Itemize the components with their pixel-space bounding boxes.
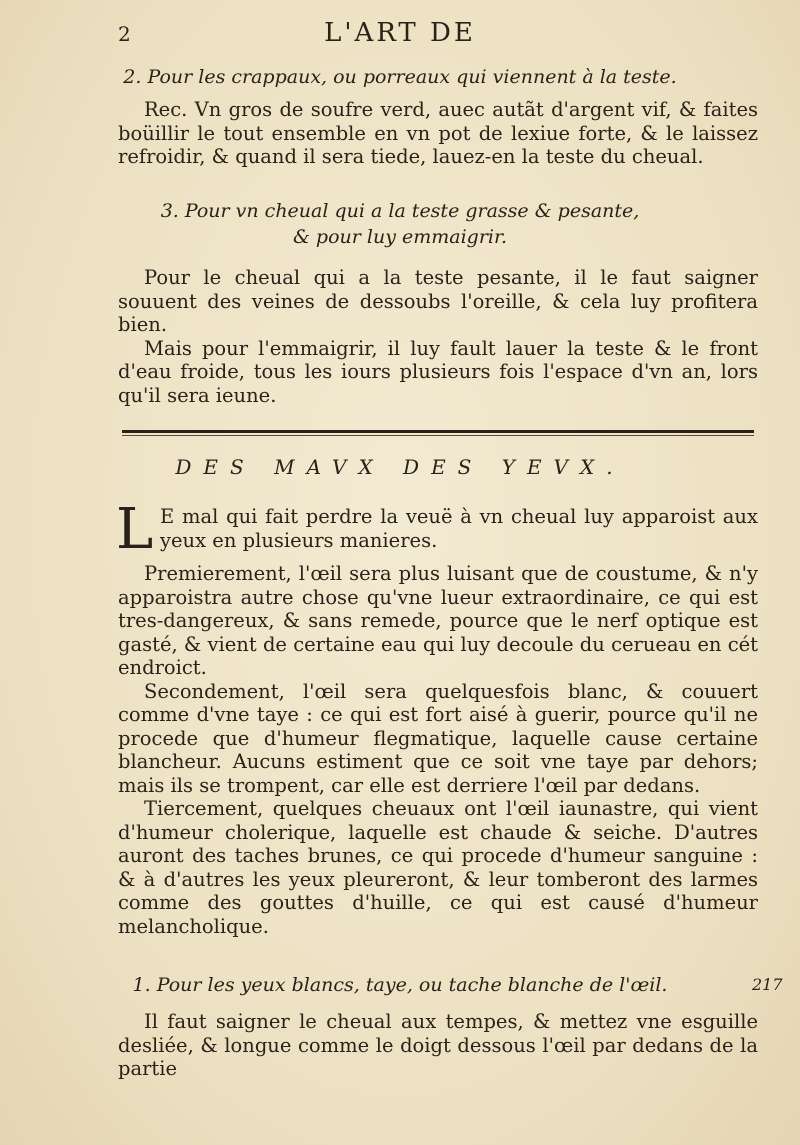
recipe-3-paragraph-1: Pour le cheual qui a la teste pesante, il le faut saigner souuent des veines de dessoubs l'oreille, & cela luy profitera bien. [118, 266, 758, 336]
running-header [0, 14, 800, 54]
recipe-1-paragraph: Il faut saigner le cheual aux tempes, & mettez vne esguille desliée, & longue comme le doigt dessous l'œil par dedans de la partie [118, 1010, 758, 1080]
recipe-1-text [118, 1010, 758, 1081]
section-divider-thin [122, 435, 754, 436]
recipe-2-paragraph: Rec. Vn gros de soufre verd, auec autãt d'argent vif, & faites boüillir le tout ensemble en vn pot de lexiue forte, & le laissez refroidir, & quand il sera tiede, lauez-en la teste du cheual. [118, 98, 758, 168]
section-paragraph-1: E mal qui fait perdre la veuë à vn cheual luy apparoist aux yeux en plusieurs manieres. [160, 505, 758, 552]
catchword: 217 [752, 975, 783, 994]
recipe-3-heading-line1: 3. Pour vn cheual qui a la teste grasse & pesante, [160, 200, 640, 222]
running-title: L'ART DE [324, 18, 476, 48]
section-paragraph-3: Secondement, l'œil sera quelquesfois blanc, & couuert comme d'vne taye : ce qui est fort aisé à guerir, pource qu'il ne procede que d'humeur flegmatique, laquelle cause certaine blancheur. Aucuns estiment que ce soit vne taye par dehors; mais ils se trompent, car elle est derriere l'œil par dedans. [118, 679, 758, 797]
section-paragraph-4: Tiercement, quelques cheuaux ont l'œil iaunastre, qui vient d'humeur cholerique, laquelle est chaude & seiche. D'autres auront des taches brunes, ce qui procede d'humeur sanguine : & à d'autres les yeux pleureront, & leur tomberont des larmes comme des gouttes d'huille, ce qui est causé d'humeur melancholique. [118, 797, 758, 938]
page-number: 2 [118, 22, 131, 46]
recipe-3-heading-line2: & pour luy emmaigrir. [292, 226, 508, 248]
section-opening [160, 505, 758, 552]
drop-cap: L [116, 497, 154, 562]
recipe-3-text [118, 266, 758, 407]
recipe-1-heading: 1. Pour les yeux blancs, taye, ou tache blanche de l'œil. [132, 974, 668, 996]
section-divider [122, 430, 754, 433]
recipe-2-text [118, 98, 758, 169]
recipe-3-paragraph-2: Mais pour l'emmaigrir, il luy fault lauer la teste & le front d'eau froide, tous les iours plusieurs fois l'espace d'vn an, lors qu'il sera ieune. [118, 336, 758, 407]
section-text [118, 562, 758, 938]
section-paragraph-2: Premierement, l'œil sera plus luisant que de coustume, & n'y apparoistra autre chose qu'vne lueur extraordinaire, ce qui est tres-dangereux, & sans remede, pource que le nerf optique est gasté, & vient de certaine eau qui luy decoule du cerueau en cét endroict. [118, 562, 758, 679]
recipe-2-heading: 2. Pour les crappaux, ou porreaux qui viennent à la teste. [123, 66, 677, 88]
section-title: DES MAVX DES YEVX. [175, 455, 625, 479]
